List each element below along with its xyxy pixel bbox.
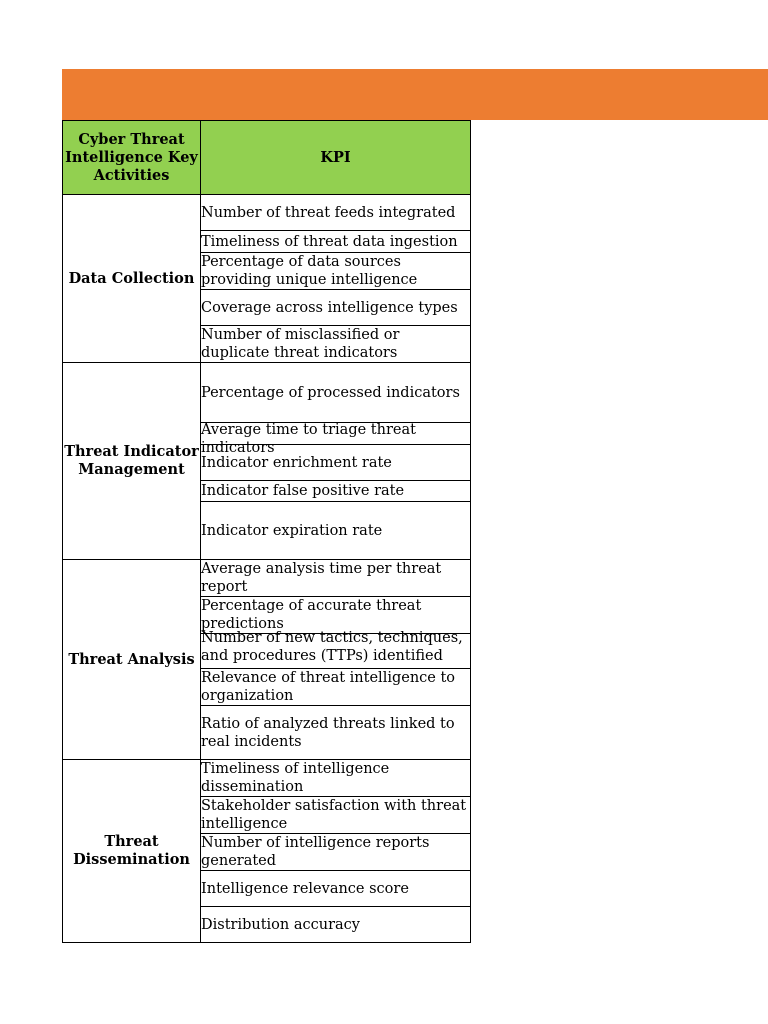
kpi-cell: Number of intelligence reports generated xyxy=(201,834,471,871)
activity-threat-dissemination: Threat Dissemination xyxy=(63,760,201,943)
table-row xyxy=(63,760,471,797)
kpi-cell: Indicator enrichment rate xyxy=(201,445,471,481)
kpi-column-header: KPI xyxy=(201,121,471,195)
kpi-table xyxy=(62,120,471,943)
table-row xyxy=(63,195,471,231)
kpi-cell: Stakeholder satisfaction with threat intelligence xyxy=(201,797,471,834)
table-row xyxy=(63,560,471,597)
kpi-cell: Timeliness of threat data ingestion xyxy=(201,231,471,253)
kpi-cell-text: Percentage of accurate threat predictions xyxy=(201,598,422,632)
kpi-cell-text: Number of new tactics, techniques, and procedures (TTPs) identified xyxy=(201,629,463,664)
kpi-cell: Percentage of processed indicators xyxy=(201,363,471,423)
kpi-cell: Ratio of analyzed threats linked to real incidents xyxy=(201,706,471,760)
activities-column-header: Cyber Threat Intelligence Key Activities xyxy=(63,121,201,195)
kpi-cell: Timeliness of intelligence dissemination xyxy=(201,760,471,797)
kpi-cell: Coverage across intelligence types xyxy=(201,290,471,326)
kpi-cell: Indicator expiration rate xyxy=(201,502,471,560)
activity-threat-analysis: Threat Analysis xyxy=(63,560,201,760)
kpi-cell: Indicator false positive rate xyxy=(201,481,471,502)
kpi-cell: Average analysis time per threat report xyxy=(201,560,471,597)
header-row xyxy=(63,121,471,195)
kpi-cell: Distribution accuracy xyxy=(201,907,471,943)
activity-data-collection: Data Collection xyxy=(63,195,201,363)
header-banner xyxy=(62,69,768,120)
kpi-cell xyxy=(201,629,471,669)
kpi-cell: Number of threat feeds integrated xyxy=(201,195,471,231)
kpi-cell: Number of misclassified or duplicate threat indicators xyxy=(201,326,471,363)
kpi-cell-text: Average time to triage threat indicators xyxy=(201,421,416,456)
kpi-cell xyxy=(201,421,471,456)
kpi-cell: Relevance of threat intelligence to organization xyxy=(201,669,471,706)
kpi-cell: Percentage of data sources providing unique intelligence xyxy=(201,253,471,290)
kpi-cell: Intelligence relevance score xyxy=(201,871,471,907)
table-row xyxy=(63,363,471,423)
activity-threat-indicator-management: Threat Indicator Management xyxy=(63,363,201,560)
